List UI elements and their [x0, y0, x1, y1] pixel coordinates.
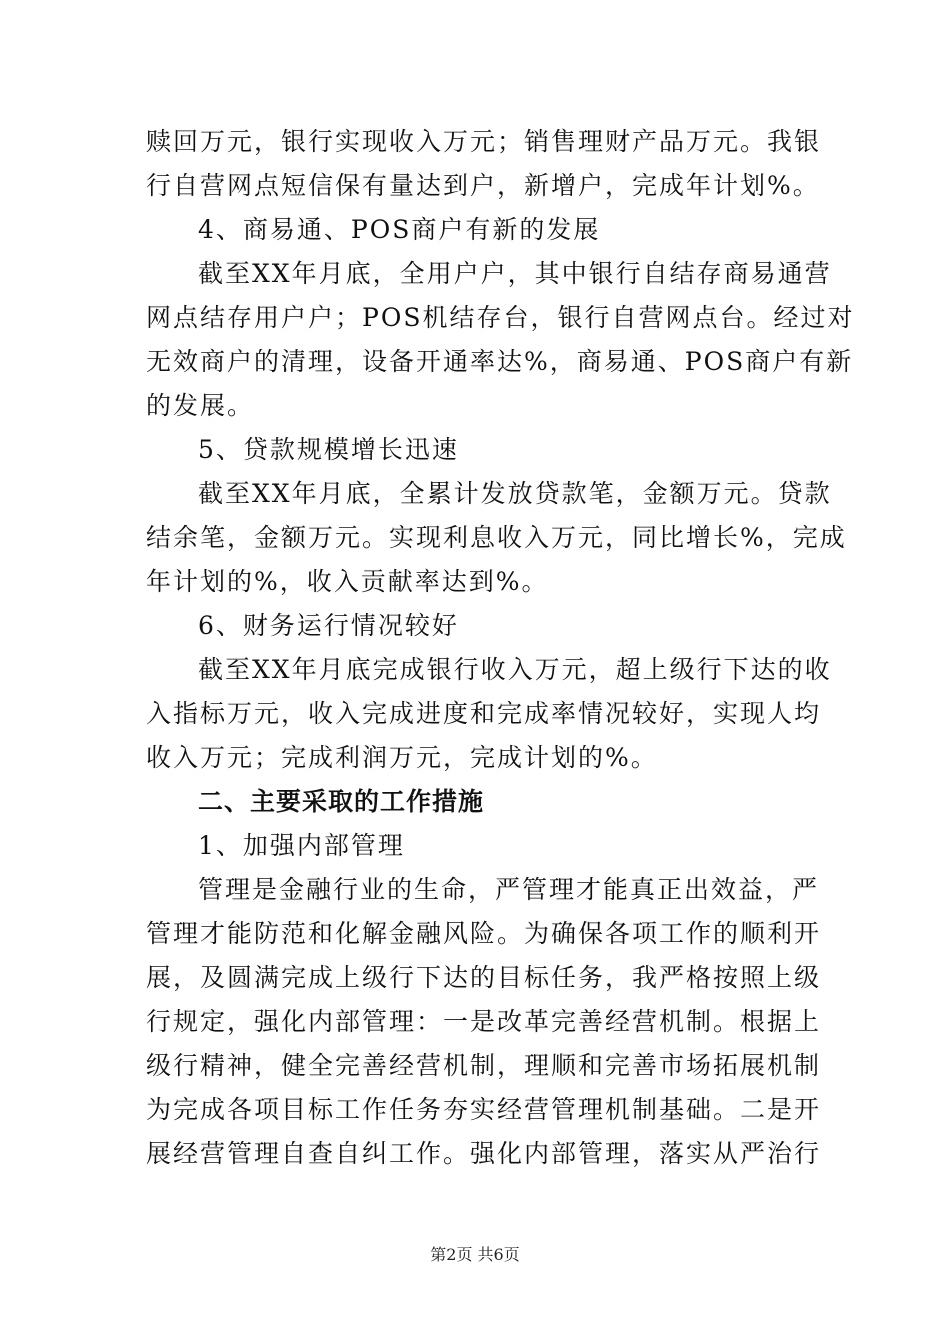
text-line: 年计划的%，收入贡献率达到%。 — [146, 567, 549, 596]
text-line: 为完成各项目标工作任务夯实经营管理机制基础。二是开 — [146, 1095, 822, 1124]
text-line: 管理是金融行业的生命，严管理才能真正出效益，严 — [198, 875, 820, 904]
text-line: 结余笔，金额万元。实现利息收入万元，同比增长%，完成 — [146, 523, 847, 552]
text-line: 网点结存用户户；POS机结存台，银行自营网点台。经过对 — [146, 303, 855, 332]
section-subheading: 5、贷款规模增长迅速 — [198, 435, 459, 464]
text-line: 级行精神，健全完善经营机制，理顺和完善市场拓展机制 — [146, 1051, 822, 1080]
text-line: 收入万元；完成利润万元，完成计划的%。 — [146, 743, 658, 772]
section-heading: 二、主要采取的工作措施 — [198, 787, 485, 816]
text-line: 行自营网点短信保有量达到户，新增户，完成年计划%。 — [146, 171, 820, 200]
text-line: 展，及圆满完成上级行下达的目标任务，我严格按照上级 — [146, 963, 822, 992]
text-line: 无效商户的清理，设备开通率达%，商易通、POS商户有新 — [146, 347, 854, 376]
section-subheading: 1、加强内部管理 — [198, 831, 405, 860]
text-line: 赎回万元，银行实现收入万元；销售理财产品万元。我银 — [146, 127, 822, 156]
text-line: 行规定，强化内部管理：一是改革完善经营机制。根据上 — [146, 1007, 822, 1036]
text-line: 展经营管理自查自纠工作。强化内部管理，落实从严治行 — [146, 1139, 822, 1168]
text-line: 截至XX年月底，全累计发放贷款笔，金额万元。贷款 — [198, 479, 832, 508]
text-line: 的发展。 — [146, 391, 255, 420]
text-line: 管理才能防范和化解金融风险。为确保各项工作的顺利开 — [146, 919, 822, 948]
text-line: 截至XX年月底完成银行收入万元，超上级行下达的收 — [198, 655, 832, 684]
section-subheading: 6、财务运行情况较好 — [198, 611, 459, 640]
section-subheading: 4、商易通、POS商户有新的发展 — [198, 215, 601, 244]
text-line: 入指标万元，收入完成进度和完成率情况较好，实现人均 — [146, 699, 822, 728]
page-number: 第2页 共6页 — [430, 1245, 520, 1264]
text-line: 截至XX年月底，全用户户，其中银行自结存商易通营 — [198, 259, 832, 288]
document-body — [146, 120, 855, 1176]
